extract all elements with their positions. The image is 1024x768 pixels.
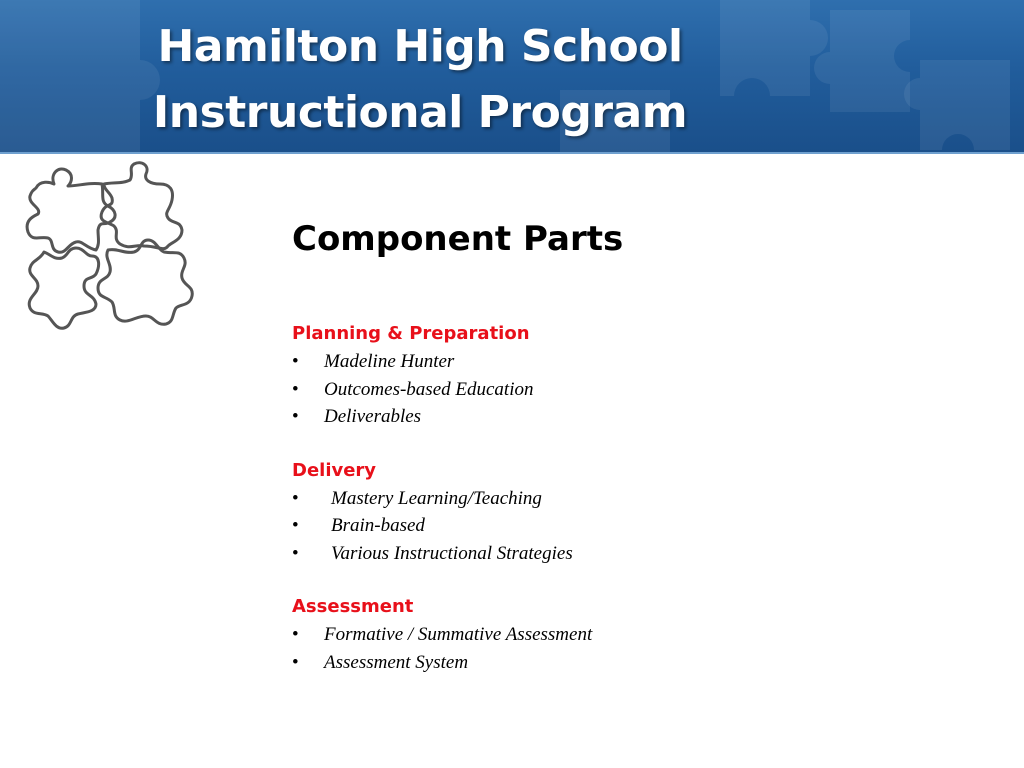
list-item: • Outcomes-based Education [292, 378, 534, 400]
puzzle-pieces-icon [24, 160, 196, 336]
list-item: • Formative / Summative Assessment [292, 624, 593, 645]
list-item: • Assessment System [292, 651, 469, 673]
section-delivery [292, 457, 892, 568]
section-assessment [292, 593, 892, 676]
section-planning [292, 320, 892, 431]
title-line-2: Instructional Program [152, 87, 688, 138]
list-item: • Mastery Learning/Teaching [292, 487, 542, 509]
content-area [292, 216, 892, 676]
slide-header [0, 0, 1024, 154]
list-item: • Deliverables [292, 406, 422, 427]
component-parts-heading: Component Parts [292, 219, 624, 259]
list-item: • Madeline Hunter [292, 351, 455, 372]
section-title: Planning & Preparation [292, 323, 530, 344]
section-title: Assessment [292, 596, 414, 617]
list-item: • Brain-based [292, 515, 425, 536]
list-item: • Various Instructional Strategies [292, 542, 573, 564]
slide-title [0, 14, 840, 146]
section-title: Delivery [292, 459, 377, 481]
title-line-1: Hamilton High School [157, 21, 683, 72]
